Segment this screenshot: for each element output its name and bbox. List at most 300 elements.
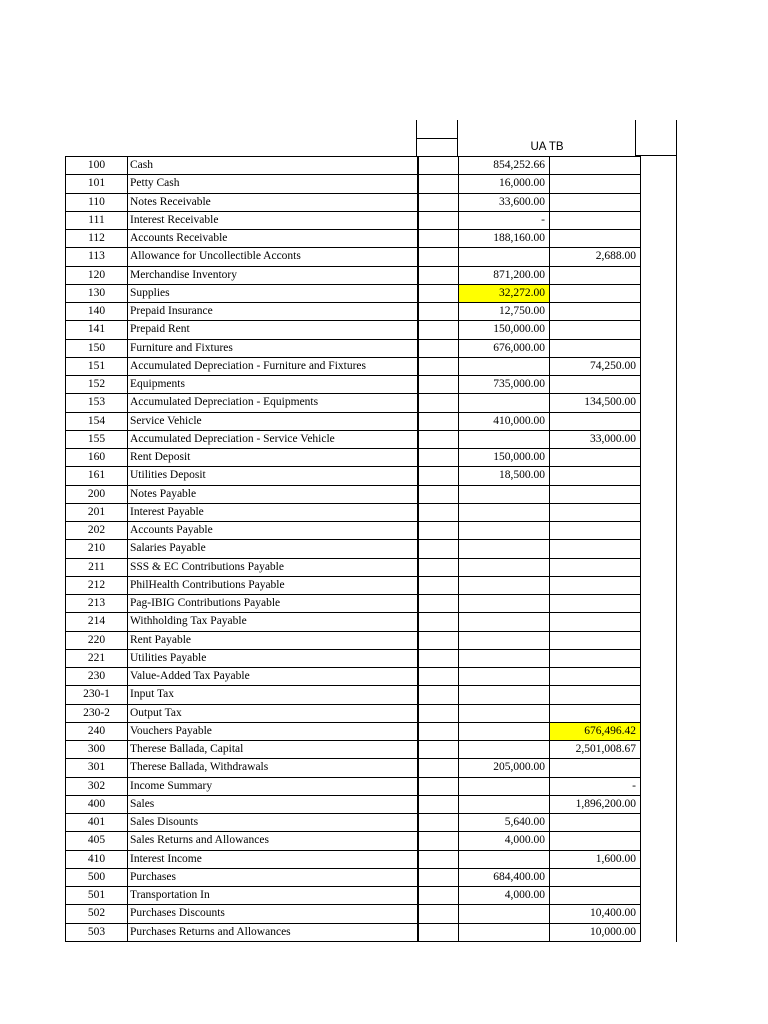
- account-number-cell[interactable]: 302: [66, 777, 128, 795]
- trial-balance-row: [459, 485, 641, 503]
- credit-cell[interactable]: 10,400.00: [550, 905, 641, 923]
- account-row: [66, 157, 419, 175]
- account-title-cell[interactable]: Petty Cash: [128, 175, 419, 193]
- credit-cell[interactable]: [550, 449, 641, 467]
- account-number-cell[interactable]: 111: [66, 211, 128, 229]
- account-title-cell[interactable]: Interest Payable: [128, 503, 419, 521]
- account-number-cell[interactable]: 202: [66, 522, 128, 540]
- debit-cell[interactable]: [459, 485, 550, 503]
- account-row: [66, 412, 419, 430]
- account-title-cell[interactable]: Value-Added Tax Payable: [128, 668, 419, 686]
- account-title-cell[interactable]: Sales Disounts: [128, 814, 419, 832]
- credit-cell[interactable]: [550, 613, 641, 631]
- debit-cell[interactable]: [459, 722, 550, 740]
- account-row: [66, 175, 419, 193]
- debit-cell[interactable]: 4,000.00: [459, 832, 550, 850]
- debit-cell[interactable]: [459, 923, 550, 941]
- account-title-cell[interactable]: Purchases Returns and Allowances: [128, 923, 419, 941]
- account-number-cell[interactable]: 214: [66, 613, 128, 631]
- account-row: [66, 430, 419, 448]
- account-number-cell[interactable]: 112: [66, 230, 128, 248]
- account-title-cell[interactable]: Merchandise Inventory: [128, 266, 419, 284]
- spacer-cell: [418, 303, 459, 321]
- trial-balance-row: [459, 777, 641, 795]
- debit-cell[interactable]: -: [459, 211, 550, 229]
- account-row: [66, 613, 419, 631]
- spacer-row: [418, 503, 459, 521]
- spacer-cell: [418, 248, 459, 266]
- debit-cell[interactable]: [459, 558, 550, 576]
- spacer-row: [418, 923, 459, 941]
- account-number-cell[interactable]: 154: [66, 412, 128, 430]
- account-title-cell[interactable]: Equipments: [128, 376, 419, 394]
- account-title-cell[interactable]: Therese Ballada, Capital: [128, 741, 419, 759]
- trial-balance-row: [459, 503, 641, 521]
- header-gridline: [676, 120, 677, 942]
- debit-cell[interactable]: [459, 394, 550, 412]
- account-title-cell[interactable]: Rent Payable: [128, 631, 419, 649]
- spacer-cell: [418, 394, 459, 412]
- credit-cell[interactable]: [550, 631, 641, 649]
- spacer-cell: [418, 175, 459, 193]
- credit-cell[interactable]: [550, 814, 641, 832]
- debit-cell[interactable]: 33,600.00: [459, 193, 550, 211]
- account-number-cell[interactable]: 141: [66, 321, 128, 339]
- debit-cell[interactable]: 32,272.00: [459, 284, 550, 302]
- account-row: [66, 449, 419, 467]
- debit-cell[interactable]: 16,000.00: [459, 175, 550, 193]
- account-number-cell[interactable]: 500: [66, 868, 128, 886]
- credit-cell[interactable]: [550, 832, 641, 850]
- trial-balance-row: [459, 284, 641, 302]
- spacer-row: [418, 741, 459, 759]
- debit-cell[interactable]: [459, 704, 550, 722]
- account-number-cell[interactable]: 152: [66, 376, 128, 394]
- account-title-cell[interactable]: Withholding Tax Payable: [128, 613, 419, 631]
- trial-balance-row: [459, 430, 641, 448]
- trial-balance-row: [459, 722, 641, 740]
- account-number-cell[interactable]: 155: [66, 430, 128, 448]
- spacer-row: [418, 649, 459, 667]
- debit-cell[interactable]: [459, 741, 550, 759]
- credit-cell[interactable]: 2,688.00: [550, 248, 641, 266]
- spacer-cell: [418, 485, 459, 503]
- spacer-cell: [418, 777, 459, 795]
- spacer-row: [418, 284, 459, 302]
- debit-cell[interactable]: 854,252.66: [459, 157, 550, 175]
- spacer-row: [418, 522, 459, 540]
- credit-cell[interactable]: [550, 175, 641, 193]
- account-title-cell[interactable]: Accounts Payable: [128, 522, 419, 540]
- header-gridline: [635, 155, 677, 156]
- account-number-cell[interactable]: 230-2: [66, 704, 128, 722]
- spacer-column: [417, 156, 458, 942]
- spacer-row: [418, 668, 459, 686]
- spacer-row: [418, 211, 459, 229]
- account-row: [66, 357, 419, 375]
- account-row: [66, 394, 419, 412]
- spacer-row: [418, 905, 459, 923]
- account-title-cell[interactable]: Accumulated Depreciation - Furniture and Fixtures: [128, 357, 419, 375]
- account-number-cell[interactable]: 401: [66, 814, 128, 832]
- debit-cell[interactable]: [459, 576, 550, 594]
- trial-balance-row: [459, 832, 641, 850]
- credit-cell[interactable]: [550, 321, 641, 339]
- account-title-cell[interactable]: Interest Income: [128, 850, 419, 868]
- spacer-row: [418, 412, 459, 430]
- account-row: [66, 522, 419, 540]
- spacer-row: [418, 540, 459, 558]
- trial-balance-row: [459, 814, 641, 832]
- account-title-cell[interactable]: Service Vehicle: [128, 412, 419, 430]
- spacer-cell: [418, 704, 459, 722]
- account-row: [66, 193, 419, 211]
- debit-cell[interactable]: [459, 905, 550, 923]
- account-number-cell[interactable]: 301: [66, 759, 128, 777]
- account-title-cell[interactable]: Pag-IBIG Contributions Payable: [128, 595, 419, 613]
- trial-balance-row: [459, 704, 641, 722]
- account-row: [66, 759, 419, 777]
- account-row: [66, 303, 419, 321]
- account-row: [66, 649, 419, 667]
- trial-balance-row: [459, 412, 641, 430]
- credit-cell[interactable]: 2,501,008.67: [550, 741, 641, 759]
- debit-cell[interactable]: [459, 686, 550, 704]
- account-number-cell[interactable]: 211: [66, 558, 128, 576]
- account-row: [66, 248, 419, 266]
- debit-cell[interactable]: 5,640.00: [459, 814, 550, 832]
- account-table: [65, 156, 419, 942]
- trial-balance-row: [459, 157, 641, 175]
- credit-cell[interactable]: 10,000.00: [550, 923, 641, 941]
- account-number-cell[interactable]: 140: [66, 303, 128, 321]
- account-row: [66, 467, 419, 485]
- credit-cell[interactable]: [550, 759, 641, 777]
- debit-cell[interactable]: [459, 248, 550, 266]
- credit-cell[interactable]: -: [550, 777, 641, 795]
- account-title-cell[interactable]: Input Tax: [128, 686, 419, 704]
- spacer-row: [418, 868, 459, 886]
- spacer-row: [418, 722, 459, 740]
- account-title-cell[interactable]: Utilities Deposit: [128, 467, 419, 485]
- credit-cell[interactable]: [550, 668, 641, 686]
- account-number-cell[interactable]: 220: [66, 631, 128, 649]
- account-number-cell[interactable]: 161: [66, 467, 128, 485]
- spacer-row: [418, 850, 459, 868]
- credit-cell[interactable]: [550, 193, 641, 211]
- account-number-cell[interactable]: 210: [66, 540, 128, 558]
- debit-cell[interactable]: [459, 649, 550, 667]
- account-number-cell[interactable]: 100: [66, 157, 128, 175]
- spacer-cell: [418, 795, 459, 813]
- account-row: [66, 868, 419, 886]
- account-title-cell[interactable]: Income Summary: [128, 777, 419, 795]
- spacer-cell: [418, 230, 459, 248]
- trial-balance-row: [459, 741, 641, 759]
- account-title-cell[interactable]: Sales: [128, 795, 419, 813]
- account-title-cell[interactable]: Furniture and Fixtures: [128, 339, 419, 357]
- spacer-cell: [418, 157, 459, 175]
- credit-cell[interactable]: [550, 887, 641, 905]
- spacer-cell: [418, 814, 459, 832]
- credit-cell[interactable]: [550, 412, 641, 430]
- account-number-cell[interactable]: 212: [66, 576, 128, 594]
- credit-cell[interactable]: [550, 595, 641, 613]
- account-number-cell[interactable]: 230: [66, 668, 128, 686]
- credit-cell[interactable]: [550, 303, 641, 321]
- account-title-cell[interactable]: Accounts Receivable: [128, 230, 419, 248]
- header-gridline: [416, 138, 457, 139]
- trial-balance-row: [459, 887, 641, 905]
- credit-cell[interactable]: [550, 376, 641, 394]
- debit-cell[interactable]: 676,000.00: [459, 339, 550, 357]
- spacer-cell: [418, 211, 459, 229]
- debit-cell[interactable]: 12,750.00: [459, 303, 550, 321]
- spacer-row: [418, 832, 459, 850]
- debit-cell[interactable]: [459, 357, 550, 375]
- debit-cell[interactable]: 150,000.00: [459, 321, 550, 339]
- account-row: [66, 595, 419, 613]
- spacer-cell: [418, 595, 459, 613]
- trial-balance-row: [459, 795, 641, 813]
- credit-cell[interactable]: [550, 503, 641, 521]
- spacer-cell: [418, 649, 459, 667]
- spacer-row: [418, 613, 459, 631]
- spacer-cell: [418, 686, 459, 704]
- trial-balance-row: [459, 613, 641, 631]
- debit-cell[interactable]: 150,000.00: [459, 449, 550, 467]
- spacer-cell: [418, 741, 459, 759]
- account-title-cell[interactable]: PhilHealth Contributions Payable: [128, 576, 419, 594]
- debit-cell[interactable]: 4,000.00: [459, 887, 550, 905]
- spacer-cell: [418, 412, 459, 430]
- trial-balance-row: [459, 905, 641, 923]
- debit-cell[interactable]: 684,400.00: [459, 868, 550, 886]
- spacer-row: [418, 430, 459, 448]
- spacer-cell: [418, 449, 459, 467]
- account-number-cell[interactable]: 213: [66, 595, 128, 613]
- trial-balance-row: [459, 850, 641, 868]
- credit-cell[interactable]: 33,000.00: [550, 430, 641, 448]
- account-number-cell[interactable]: 502: [66, 905, 128, 923]
- trial-balance-row: [459, 923, 641, 941]
- debit-cell[interactable]: 18,500.00: [459, 467, 550, 485]
- debit-cell[interactable]: [459, 795, 550, 813]
- account-number-cell[interactable]: 501: [66, 887, 128, 905]
- account-number-cell[interactable]: 221: [66, 649, 128, 667]
- credit-cell[interactable]: [550, 576, 641, 594]
- account-number-cell[interactable]: 410: [66, 850, 128, 868]
- debit-cell[interactable]: 205,000.00: [459, 759, 550, 777]
- spacer-row: [418, 266, 459, 284]
- account-title-cell[interactable]: Vouchers Payable: [128, 722, 419, 740]
- account-row: [66, 631, 419, 649]
- account-row: [66, 722, 419, 740]
- account-title-cell[interactable]: Notes Payable: [128, 485, 419, 503]
- account-row: [66, 211, 419, 229]
- section-title: UA TB: [530, 141, 564, 153]
- account-title-cell[interactable]: Supplies: [128, 284, 419, 302]
- debit-cell[interactable]: [459, 595, 550, 613]
- credit-cell[interactable]: 74,250.00: [550, 357, 641, 375]
- account-title-cell[interactable]: Prepaid Rent: [128, 321, 419, 339]
- credit-cell[interactable]: 134,500.00: [550, 394, 641, 412]
- account-title-cell[interactable]: Cash: [128, 157, 419, 175]
- spacer-cell: [418, 631, 459, 649]
- trial-balance-row: [459, 522, 641, 540]
- spacer-cell: [418, 850, 459, 868]
- account-title-cell[interactable]: Utilities Payable: [128, 649, 419, 667]
- account-title-cell[interactable]: Interest Receivable: [128, 211, 419, 229]
- debit-cell[interactable]: 871,200.00: [459, 266, 550, 284]
- spacer-row: [418, 376, 459, 394]
- debit-cell[interactable]: [459, 522, 550, 540]
- spacer-row: [418, 759, 459, 777]
- credit-cell[interactable]: [550, 868, 641, 886]
- account-title-cell[interactable]: Transportation In: [128, 887, 419, 905]
- debit-cell[interactable]: [459, 668, 550, 686]
- spacer-cell: [418, 887, 459, 905]
- spacer-row: [418, 303, 459, 321]
- account-number-cell[interactable]: 130: [66, 284, 128, 302]
- credit-cell[interactable]: [550, 485, 641, 503]
- account-row: [66, 668, 419, 686]
- credit-cell[interactable]: 676,496.42: [550, 722, 641, 740]
- account-row: [66, 266, 419, 284]
- spacer-cell: [418, 321, 459, 339]
- trial-balance-row: [459, 595, 641, 613]
- account-title-cell[interactable]: Therese Ballada, Withdrawals: [128, 759, 419, 777]
- trial-balance-row: [459, 230, 641, 248]
- spacer-cell: [418, 923, 459, 941]
- account-title-cell[interactable]: Allowance for Uncollectible Acconts: [128, 248, 419, 266]
- credit-cell[interactable]: [550, 284, 641, 302]
- spacer-cell: [418, 905, 459, 923]
- spacer-row: [418, 339, 459, 357]
- account-number-cell[interactable]: 150: [66, 339, 128, 357]
- debit-cell[interactable]: [459, 540, 550, 558]
- spacer-cell: [418, 266, 459, 284]
- account-row: [66, 832, 419, 850]
- credit-cell[interactable]: [550, 558, 641, 576]
- spacer-cell: [418, 722, 459, 740]
- spacer-row: [418, 394, 459, 412]
- spacer-cell: [418, 613, 459, 631]
- account-number-cell[interactable]: 151: [66, 357, 128, 375]
- credit-cell[interactable]: 1,600.00: [550, 850, 641, 868]
- spacer-cell: [418, 467, 459, 485]
- account-number-cell[interactable]: 230-1: [66, 686, 128, 704]
- account-title-cell[interactable]: Accumulated Depreciation - Equipments: [128, 394, 419, 412]
- account-title-cell[interactable]: Notes Receivable: [128, 193, 419, 211]
- account-number-cell[interactable]: 400: [66, 795, 128, 813]
- account-title-cell[interactable]: Accumulated Depreciation - Service Vehicle: [128, 430, 419, 448]
- account-title-cell[interactable]: Purchases Discounts: [128, 905, 419, 923]
- spacer-cell: [418, 832, 459, 850]
- spacer-row: [418, 814, 459, 832]
- account-title-cell[interactable]: Output Tax: [128, 704, 419, 722]
- account-row: [66, 339, 419, 357]
- spacer-cell: [418, 430, 459, 448]
- credit-cell[interactable]: 1,896,200.00: [550, 795, 641, 813]
- spacer-cell: [418, 284, 459, 302]
- spacer-cell: [418, 357, 459, 375]
- debit-cell[interactable]: [459, 850, 550, 868]
- credit-cell[interactable]: [550, 522, 641, 540]
- spacer-row: [418, 467, 459, 485]
- credit-cell[interactable]: [550, 540, 641, 558]
- account-number-cell[interactable]: 101: [66, 175, 128, 193]
- debit-cell[interactable]: [459, 613, 550, 631]
- account-title-cell[interactable]: Purchases: [128, 868, 419, 886]
- account-number-cell[interactable]: 200: [66, 485, 128, 503]
- trial-balance-row: [459, 631, 641, 649]
- account-title-cell[interactable]: Rent Deposit: [128, 449, 419, 467]
- spacer-row: [418, 193, 459, 211]
- spacer-row: [418, 230, 459, 248]
- spacer-row: [418, 485, 459, 503]
- account-number-cell[interactable]: 300: [66, 741, 128, 759]
- trial-balance-row: [459, 357, 641, 375]
- debit-cell[interactable]: 410,000.00: [459, 412, 550, 430]
- debit-cell[interactable]: [459, 503, 550, 521]
- account-row: [66, 777, 419, 795]
- spacer-row: [418, 595, 459, 613]
- account-row: [66, 284, 419, 302]
- spacer-cell: [418, 540, 459, 558]
- account-number-cell[interactable]: 120: [66, 266, 128, 284]
- account-number-cell[interactable]: 405: [66, 832, 128, 850]
- credit-cell[interactable]: [550, 649, 641, 667]
- credit-cell[interactable]: [550, 339, 641, 357]
- account-title-cell[interactable]: Salaries Payable: [128, 540, 419, 558]
- credit-cell[interactable]: [550, 467, 641, 485]
- trial-balance-table: [458, 156, 641, 942]
- account-number-cell[interactable]: 113: [66, 248, 128, 266]
- debit-cell[interactable]: [459, 631, 550, 649]
- trial-balance-row: [459, 339, 641, 357]
- debit-cell[interactable]: [459, 777, 550, 795]
- account-number-cell[interactable]: 240: [66, 722, 128, 740]
- account-number-cell[interactable]: 201: [66, 503, 128, 521]
- account-number-cell[interactable]: 503: [66, 923, 128, 941]
- trial-balance-row: [459, 576, 641, 594]
- trial-balance-row: [459, 449, 641, 467]
- account-number-cell[interactable]: 110: [66, 193, 128, 211]
- trial-balance-row: [459, 467, 641, 485]
- trial-balance-row: [459, 686, 641, 704]
- credit-cell[interactable]: [550, 230, 641, 248]
- account-number-cell[interactable]: 160: [66, 449, 128, 467]
- debit-cell[interactable]: 188,160.00: [459, 230, 550, 248]
- debit-cell[interactable]: [459, 430, 550, 448]
- debit-cell[interactable]: 735,000.00: [459, 376, 550, 394]
- account-title-cell[interactable]: Sales Returns and Allowances: [128, 832, 419, 850]
- credit-cell[interactable]: [550, 704, 641, 722]
- account-number-cell[interactable]: 153: [66, 394, 128, 412]
- credit-cell[interactable]: [550, 686, 641, 704]
- credit-cell[interactable]: [550, 266, 641, 284]
- account-title-cell[interactable]: Prepaid Insurance: [128, 303, 419, 321]
- trial-balance-row: [459, 193, 641, 211]
- spacer-cell: [418, 558, 459, 576]
- account-title-cell[interactable]: SSS & EC Contributions Payable: [128, 558, 419, 576]
- credit-cell[interactable]: [550, 211, 641, 229]
- account-row: [66, 704, 419, 722]
- trial-balance-row: [459, 175, 641, 193]
- account-row: [66, 686, 419, 704]
- credit-cell[interactable]: [550, 157, 641, 175]
